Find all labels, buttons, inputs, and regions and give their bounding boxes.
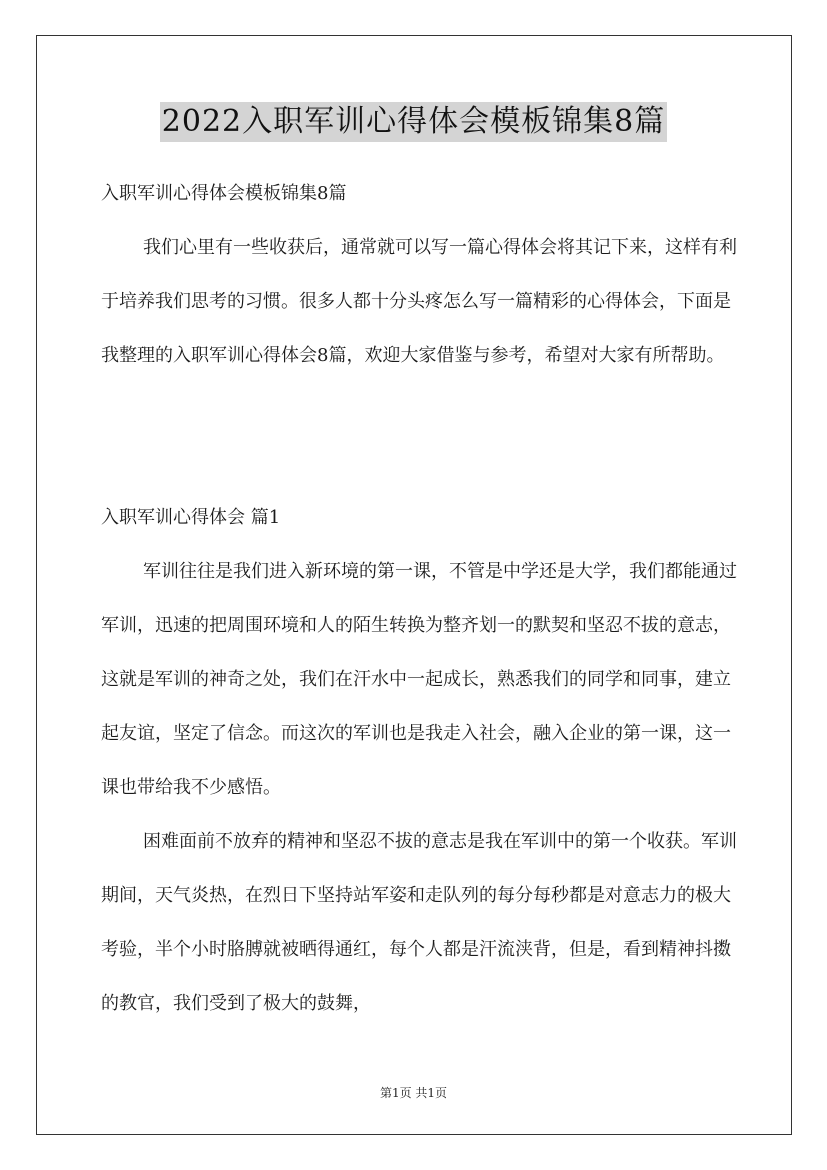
section-heading: 入职军训心得体会 篇1	[101, 507, 281, 528]
document-title: 2022入职军训心得体会模板锦集8篇	[160, 102, 667, 142]
title-container	[0, 102, 827, 142]
body-paragraph-1: 军训往往是我们进入新环境的第一课，不管是中学还是大学，我们都能通过军训，迅速的把周围环境和人的陌生转换为整齐划一的默契和坚忍不拔的意志，这就是军训的神奇之处，我们在汗水中一起成长，熟悉我们的同学和同事，建立起友谊，坚定了信念。而这次的军训也是我走入社会，融入企业的第一课，这一课也带给我不少感悟。	[101, 561, 737, 798]
intro-paragraph: 我们心里有一些收获后，通常就可以写一篇心得体会将其记下来，这样有利于培养我们思考的习惯。很多人都十分头疼怎么写一篇精彩的心得体会，下面是我整理的入职军训心得体会8篇，欢迎大家借鉴与参考，希望对大家有所帮助。	[101, 237, 737, 366]
document-subtitle: 入职军训心得体会模板锦集8篇	[101, 183, 347, 204]
page-footer: 第1页 共1页	[379, 1086, 448, 1100]
body-paragraph-2: 困难面前不放弃的精神和坚忍不拔的意志是我在军训中的第一个收获。军训期间，天气炎热，在烈日下坚持站军姿和走队列的每分每秒都是对意志力的极大考验，半个小时胳膊就被晒得通红，每个人都是汗流浃背，但是，看到精神抖擞的教官，我们受到了极大的鼓舞，	[101, 831, 737, 1014]
